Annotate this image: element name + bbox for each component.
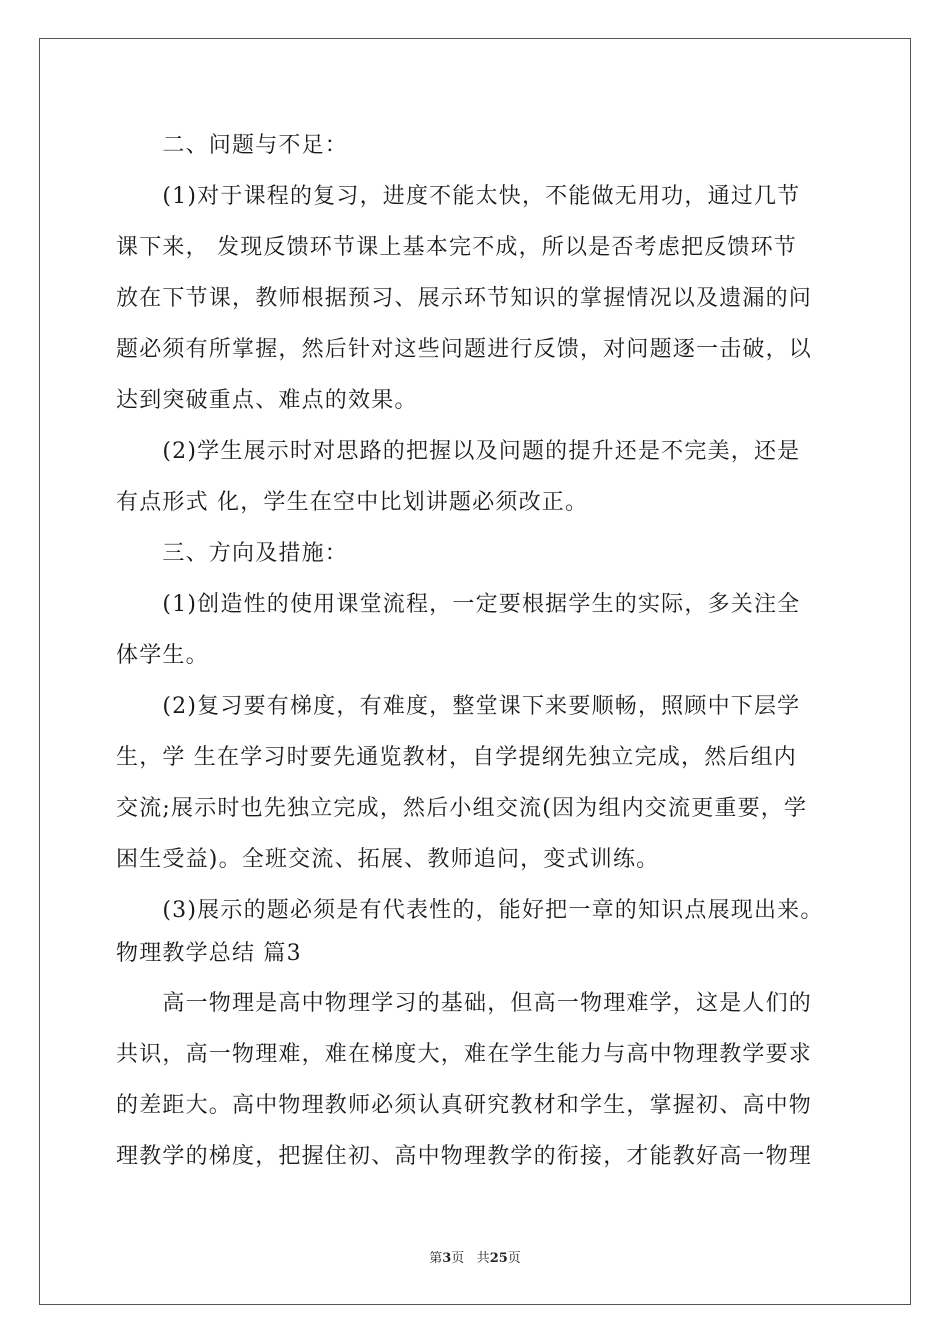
footer-total-prefix: 共: [476, 1251, 490, 1266]
page-footer: [0, 1247, 950, 1266]
text-line: 三、方向及措施：: [116, 541, 349, 566]
text-line: 高一物理是高中物理学习的基础，但高一物理难学，这是人们的: [116, 991, 813, 1016]
text-line: 理教学的梯度，把握住初、高中物理教学的衔接，才能教好高一物理: [116, 1144, 813, 1169]
text-line: 生，学 生在学习时要先通览教材，自学提纲先独立完成，然后组内: [116, 745, 797, 770]
text-line: 有点形式 化，学生在空中比划讲题必须改正。: [116, 490, 589, 515]
footer-total-unit: 页: [507, 1251, 521, 1266]
text-line: 体学生。: [116, 643, 209, 668]
text-line: (2)学生展示时对思路的把握以及问题的提升还是不完美，还是: [116, 439, 801, 464]
text-line: 题必须有所掌握，然后针对这些问题进行反馈，对问题逐一击破，以: [116, 337, 813, 362]
text-line: (1)对于课程的复习，进度不能太快，不能做无用功，通过几节: [116, 184, 801, 209]
current-page-number: 3: [442, 1251, 452, 1266]
text-line: 放在下节课，教师根据预习、展示环节知识的掌握情况以及遗漏的问: [116, 286, 813, 311]
text-line: 交流;展示时也先独立完成，然后小组交流(因为组内交流更重要，学: [116, 796, 808, 821]
text-line: (1)创造性的使用课堂流程，一定要根据学生的实际，多关注全: [116, 592, 801, 617]
text-line: 共识，高一物理难，难在梯度大，难在学生能力与高中物理教学要求: [116, 1042, 813, 1067]
footer-page-unit: 页: [451, 1251, 465, 1266]
text-line: 课下来， 发现反馈环节课上基本完不成，所以是否考虑把反馈环节: [116, 235, 797, 260]
text-line: 的差距大。高中物理教师必须认真研究教材和学生，掌握初、高中物: [116, 1093, 813, 1118]
text-line: (3)展示的题必须是有代表性的，能好把一章的知识点展现出来。: [116, 898, 824, 923]
total-page-count: 25: [489, 1251, 508, 1266]
text-line: (2)复习要有梯度，有难度，整堂课下来要顺畅，照顾中下层学: [116, 694, 801, 719]
footer-prefix: 第: [429, 1251, 443, 1266]
section-heading: 物理教学总结 篇3: [116, 941, 302, 966]
text-line: 困生受益)。全班交流、拓展、教师追问，变式训练。: [116, 847, 660, 872]
text-line: 二、问题与不足：: [116, 133, 349, 158]
text-line: 达到突破重点、难点的效果。: [116, 388, 418, 413]
